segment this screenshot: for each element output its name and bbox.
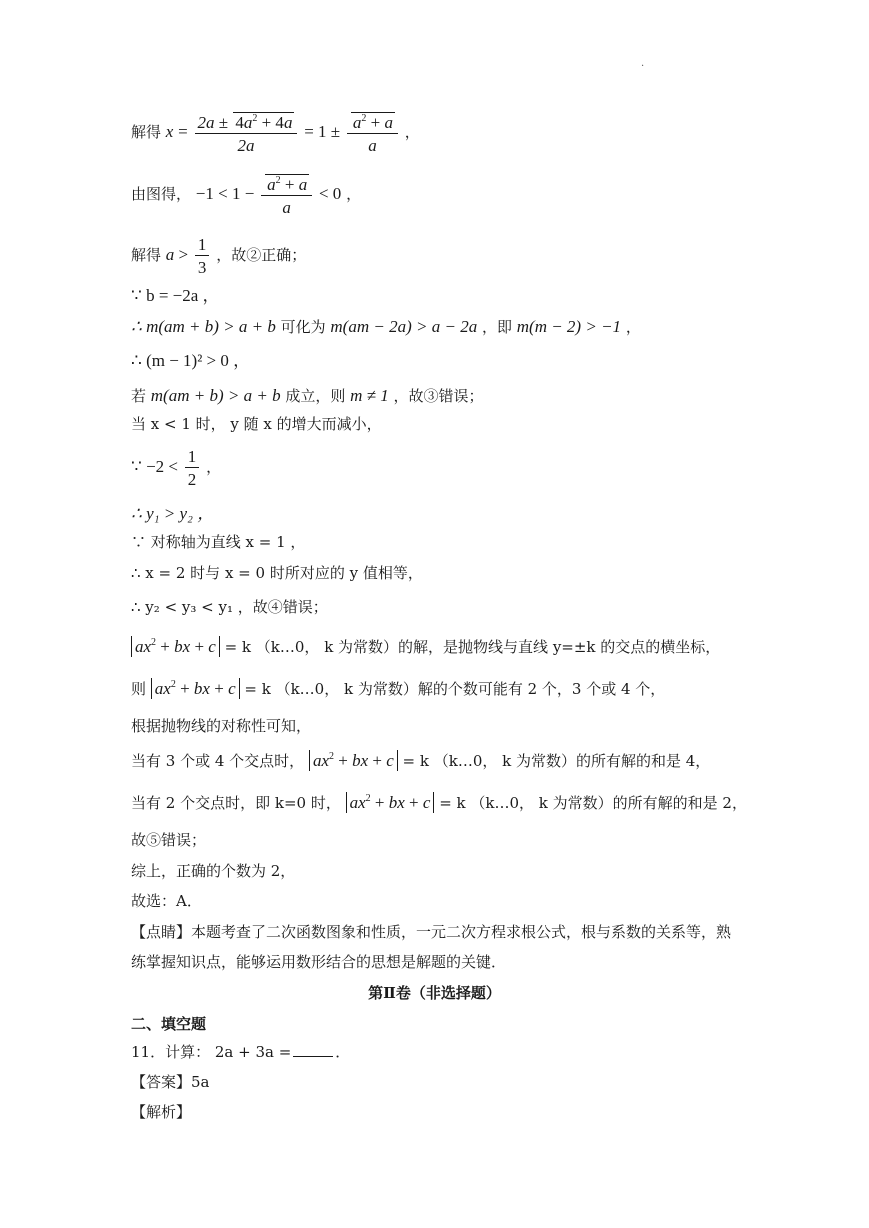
text: ， [206, 458, 222, 476]
text: ， [404, 123, 420, 141]
solution-line-4 [131, 287, 220, 304]
text: ∵ 对称轴为直线 x = 1 ， [131, 533, 306, 551]
solution-line-21 [131, 894, 202, 909]
solution-line-16 [131, 719, 311, 734]
text: 综上，正确的个数为 2， [131, 862, 296, 880]
solution-line-3 [131, 236, 306, 276]
text: 【解析】 [131, 1103, 192, 1121]
text: = k （k…0， k 为常数）的所有解的和是 2， [434, 794, 747, 812]
solution-line-14 [131, 636, 720, 657]
solution-line-20 [131, 864, 295, 879]
text: 成立，则 [280, 387, 351, 405]
math-expr: m ≠ 1 [350, 386, 389, 405]
math-abs-quadratic: $ax^2$ + bx + c [346, 792, 435, 813]
fraction-root-formula: $\frac{2a \pm 4a^2 + 4a}{2a}$ [195, 112, 298, 154]
text: 第Ⅱ卷（非选择题） [368, 984, 501, 1002]
section-title [0, 986, 869, 1001]
math-expr: m(am + b) > a + b [150, 386, 281, 405]
text: 练掌握知识点，能够运用数形结合的思想是解题的关键． [131, 953, 507, 971]
math-expr: ∵ −2 < [131, 457, 178, 476]
solution-line-1 [131, 112, 420, 154]
text: ∴ y₂ < y₃ < y₁ ，故④错误； [131, 598, 328, 616]
page-marker: . [641, 58, 645, 69]
fraction-simplified: $\frac{a^2 + a}{a}$ [347, 112, 398, 154]
solution-line-8 [131, 417, 382, 432]
math-inequality-right: < 0 [318, 184, 342, 203]
text: 【点睛】本题考查了二次函数图象和性质，一元二次方程求根公式，根与系数的关系等，熟 [131, 923, 732, 941]
comment-line-2 [131, 955, 506, 970]
text: ，故②正确； [216, 246, 307, 264]
solution-line-9 [131, 448, 221, 488]
text: 当有 2 个交点时，即 k=0 时， [131, 794, 346, 812]
math-expr: m(am − 2a) > a − 2a [330, 317, 478, 336]
text: ，故③错误； [388, 387, 484, 405]
fraction-one-half: $\frac{1}{2}$ [185, 448, 200, 488]
text: = k （k…0， k 为常数）解的个数可能有 2 个，3 个或 4 个， [239, 680, 666, 698]
math-x: x [165, 122, 174, 141]
answer-blank [293, 1056, 333, 1057]
solution-line-6 [131, 352, 250, 369]
text: 故⑤错误； [131, 831, 207, 849]
answer-line [131, 1075, 210, 1090]
math-a-greater: a > [165, 245, 189, 264]
text: 【答案】5a [131, 1073, 210, 1091]
solution-line-15 [131, 678, 665, 699]
text: = k （k…0， k 为常数）的解，是抛物线与直线 y=±k 的交点的横坐标， [219, 638, 721, 656]
solution-line-17 [131, 750, 710, 771]
solution-line-11 [131, 535, 305, 550]
solution-line-13 [131, 600, 328, 615]
text: 二、填空题 [131, 1015, 207, 1033]
text: 可化为 [275, 318, 331, 336]
comment-line-1 [131, 925, 731, 940]
text: 11．计算： 2a + 3a = [131, 1043, 292, 1061]
text: 由图得， [131, 185, 192, 203]
text: 当 x < 1 时， y 随 x 的增大而减小， [131, 415, 382, 433]
solution-line-10 [131, 505, 214, 522]
solution-line-2 [131, 174, 361, 216]
text: ， [346, 185, 362, 203]
math-abs-quadratic: $ax^2$ + bx + c [151, 678, 240, 699]
math-inequality-left: −1 < 1 − [195, 184, 255, 203]
text: 若 [131, 387, 151, 405]
text: ，即 [477, 318, 517, 336]
question-11 [131, 1045, 350, 1060]
text: ． [335, 1043, 351, 1061]
math-expr: ∴ m(am + b) > a + b [131, 317, 276, 336]
math-abs-quadratic: $ax^2$ + bx + c [131, 636, 220, 657]
text: ， [621, 318, 641, 336]
math-equals: = 1 ± [304, 122, 341, 141]
solution-line-7 [131, 387, 484, 404]
fraction-one-third: $\frac{1}{3}$ [195, 236, 210, 276]
solution-line-5 [131, 318, 641, 335]
text: 当有 3 个或 4 个交点时， [131, 752, 309, 770]
text: = k （k…0， k 为常数）的所有解的和是 4， [397, 752, 711, 770]
solution-line-18 [131, 792, 747, 813]
text: 解得 [131, 123, 162, 141]
solution-line-19 [131, 833, 206, 848]
solution-line-12 [131, 566, 423, 581]
fraction-inequality: $\frac{a^2 + a}{a}$ [261, 174, 312, 216]
text: ∴ y₁ > y₂ ， [131, 504, 215, 523]
analysis-line [131, 1105, 191, 1120]
math-expr: m(m − 2) > −1 [516, 317, 622, 336]
text: 解得 [131, 246, 162, 264]
text: 则 [131, 680, 151, 698]
text: ∴ (m − 1)² > 0 ， [131, 351, 251, 370]
math-equals: = [178, 122, 188, 141]
text: 故选：A． [131, 892, 202, 910]
text: ∴ x = 2 时与 x = 0 时所对应的 y 值相等， [131, 564, 423, 582]
text: ∵ b = −2a ， [131, 286, 220, 305]
section-heading [131, 1017, 206, 1032]
text: 根据抛物线的对称性可知， [131, 717, 312, 735]
math-abs-quadratic: $ax^2$ + bx + c [309, 750, 398, 771]
